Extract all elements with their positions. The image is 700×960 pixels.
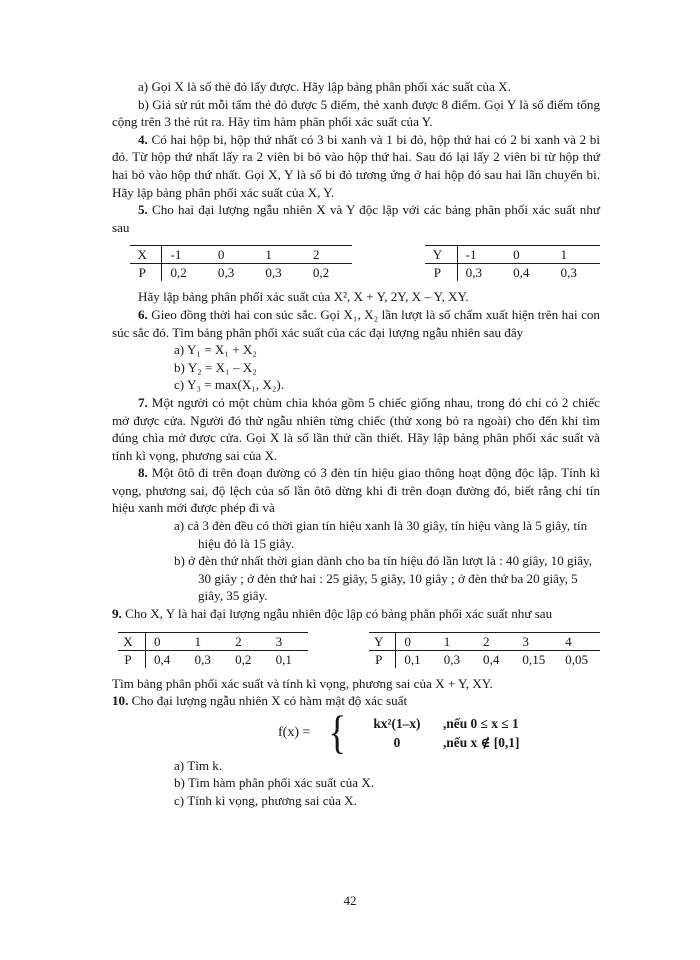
q5-y-label: Y bbox=[425, 246, 457, 264]
q9-y-prob-1: 0,3 bbox=[443, 651, 461, 667]
q5-y-prob-label: P bbox=[425, 264, 457, 282]
q7-number: 7. bbox=[138, 394, 148, 410]
q6-paragraph bbox=[112, 306, 600, 341]
q9-table-x bbox=[118, 632, 308, 668]
q5-x-prob-2: 0,3 bbox=[265, 265, 282, 281]
formula-cases bbox=[351, 714, 520, 752]
q9-x-value-1: 1 bbox=[187, 632, 228, 650]
q9-y-prob-0: 0,1 bbox=[404, 651, 421, 667]
q5-x-value-2: 1 bbox=[257, 246, 304, 264]
q8-paragraph bbox=[112, 464, 600, 517]
q10-item-a: a) Tìm k. bbox=[174, 757, 223, 773]
q5-y-prob-0: 0,3 bbox=[465, 265, 483, 281]
q7-text: Một người có một chùm chìa khóa gồm 5 chiếc giống nhau, trong đó chỉ có 2 chiếc mở được cửa. Người đó thử ngẫu nhiên từng chiếc (thử xong bỏ ra ngoài) cho đến khi tìm đúng chìa mở được cửa. Gọi X là số lần thử cần thiết. Hãy lập bảng phân phối xác suất và tính kì vọng, phương sai của X. bbox=[112, 394, 600, 463]
q5-tables bbox=[112, 245, 600, 281]
q9-followup: Tìm bảng phân phối xác suất và tính kì vọng, phương sai của X + Y, XY. bbox=[112, 675, 493, 691]
q9-y-prob-3: 0,15 bbox=[522, 651, 546, 667]
q9-x-label: X bbox=[118, 632, 145, 650]
case-2-expression: 0 bbox=[393, 734, 401, 750]
formula-case-2 bbox=[351, 733, 520, 752]
q10-item-c: c) Tính kì vọng, phương sai của X. bbox=[174, 793, 357, 808]
formula-case-1 bbox=[351, 714, 520, 733]
q9-x-prob-0: 0,4 bbox=[153, 651, 171, 667]
q8-number: 8. bbox=[138, 465, 148, 481]
q5-x-value-3: 2 bbox=[305, 246, 352, 264]
q6-number: 6. bbox=[138, 306, 148, 322]
q3-item-a: a) Gọi X là số thẻ đỏ lấy được. Hãy lập bảng phân phối xác suất của X. bbox=[138, 79, 511, 94]
q5-table-x bbox=[130, 245, 352, 281]
q10-number: 10. bbox=[112, 693, 129, 709]
q9-x-value-2: 2 bbox=[227, 632, 268, 650]
q4-number: 4. bbox=[138, 131, 148, 147]
q8-item-a-cont: hiệu đỏ là 15 giây. bbox=[198, 535, 295, 551]
q9-x-prob-1: 0,3 bbox=[194, 651, 211, 667]
case-1-expression: kx²(1–x) bbox=[373, 715, 421, 731]
table-row bbox=[118, 650, 308, 668]
spacer bbox=[112, 281, 600, 288]
q5-y-value-1: 0 bbox=[505, 246, 552, 264]
q4-text: Có hai hộp bi, hộp thứ nhất có 3 bi xanh và 1 bi đỏ, hộp thứ hai có 2 bi xanh và 2 bi đỏ. Từ hộp thứ nhất lấy ra 2 viên bi bỏ vào hộp thứ hai. Sau đó lại lấy 2 viên bi từ hộp thứ hai bỏ vào hộp thứ nhất. Gọi X, Y là số bi đỏ tương ứng ở hai hộp đó sau hai lần chuyển bi. Hãy lập bảng phân phối xác suất của X, Y. bbox=[112, 131, 600, 200]
page-number: 42 bbox=[343, 893, 357, 908]
q8-item-b-cont2: giây, 35 giây. bbox=[198, 588, 268, 604]
q9-y-value-0: 0 bbox=[396, 632, 436, 650]
q8-item-b-lead: b) ở đèn thứ nhất thời gian dành cho ba tín hiệu đó lần lượt là : 40 giây, 10 giây, bbox=[174, 553, 592, 569]
q5-x-prob-1: 0,3 bbox=[217, 265, 235, 281]
q10-paragraph bbox=[112, 692, 600, 710]
q5-y-value-0: -1 bbox=[457, 246, 505, 264]
q9-text: Cho X, Y là hai đại lượng ngẫu nhiên độc lập có bảng phân phối xác suất như sau bbox=[125, 606, 553, 622]
q6-item-c: c) Y₃ = max(X₁, X₂). bbox=[174, 377, 285, 393]
q8-item-a-lead: a) cả 3 đèn đều có thời gian tín hiệu xanh là 30 giây, tín hiệu vàng là 5 giây, tín bbox=[174, 518, 588, 534]
formula-lhs: f(x) = bbox=[278, 724, 311, 740]
q5-x-value-0: -1 bbox=[162, 246, 210, 264]
q9-number: 9. bbox=[112, 606, 122, 622]
q9-y-prob-2: 0,4 bbox=[483, 651, 500, 667]
q5-x-prob-3: 0,2 bbox=[312, 265, 330, 281]
q9-x-value-0: 0 bbox=[145, 632, 186, 650]
q5-text: Cho hai đại lượng ngẫu nhiên X và Y độc lập với các bảng phân phối xác suất như sau bbox=[112, 202, 600, 235]
q7-paragraph bbox=[112, 394, 600, 464]
q5-x-label: X bbox=[130, 246, 162, 264]
q5-followup: Hãy lập bảng phân phối xác suất của X², X + Y, 2Y, X – Y, XY. bbox=[138, 289, 469, 305]
q6-item-b: b) Y₂ = X₁ – X₂ bbox=[174, 359, 257, 375]
q9-x-value-3: 3 bbox=[268, 632, 309, 650]
q9-y-prob-4: 0,05 bbox=[565, 651, 589, 667]
q9-y-value-3: 3 bbox=[514, 632, 557, 650]
table-row bbox=[369, 650, 600, 668]
q10-text: Cho đại lượng ngẫu nhiên X có hàm mật độ xác suất bbox=[131, 693, 408, 709]
q5-table-y bbox=[425, 245, 600, 281]
table-row bbox=[425, 264, 600, 282]
left-brace-icon: { bbox=[328, 706, 347, 759]
case-2-condition: ,nếu x ∉ [0,1] bbox=[442, 734, 520, 750]
q5-number: 5. bbox=[138, 202, 148, 218]
q9-x-prob-label: P bbox=[118, 650, 145, 668]
table-row bbox=[130, 246, 352, 264]
table-row bbox=[425, 246, 600, 264]
spacer bbox=[112, 668, 600, 675]
q10-density-formula bbox=[112, 706, 600, 759]
q9-y-value-4: 4 bbox=[557, 632, 600, 650]
q9-y-label: Y bbox=[369, 632, 396, 650]
tables-spacer bbox=[352, 245, 425, 281]
q3-item-b: b) Giả sử rút mỗi tấm thẻ đỏ được 5 điểm, thẻ xanh được 8 điểm. Gọi Y là số điểm tổng cộng trên 3 thẻ rút ra. Hãy tìm hàm phân phối xác suất của Y. bbox=[112, 96, 600, 130]
q5-y-value-2: 1 bbox=[553, 246, 600, 264]
q9-table-y bbox=[369, 632, 600, 668]
case-1-condition: ,nếu 0 ≤ x ≤ 1 bbox=[442, 715, 519, 731]
q9-x-prob-2: 0,2 bbox=[235, 651, 252, 667]
q5-paragraph bbox=[112, 201, 600, 236]
table-row bbox=[130, 264, 352, 282]
q5-y-prob-2: 0,3 bbox=[560, 265, 577, 281]
q6-item-a: a) Y₁ = X₁ + X₂ bbox=[174, 342, 257, 358]
q9-tables bbox=[112, 632, 600, 668]
q4-paragraph bbox=[112, 131, 600, 201]
q9-x-prob-3: 0,1 bbox=[275, 651, 292, 667]
q10-item-b: b) Tìm hàm phân phối xác suất của X. bbox=[174, 775, 375, 791]
q9-y-value-2: 2 bbox=[475, 632, 514, 650]
q5-x-prob-0: 0,2 bbox=[170, 265, 187, 281]
table-row bbox=[118, 632, 308, 650]
q8-text: Một ôtô đi trên đoạn đường có 3 đèn tín hiệu giao thông hoạt động độc lập. Tính kì vọng, phương sai, độ lệch của số lần ôtô dừng khi đi trên đoạn đường đó, biết rằng chỉ tín hiệu xanh mới được phép đi và bbox=[112, 465, 601, 516]
q5-y-prob-1: 0,4 bbox=[513, 265, 530, 281]
q6-text: Gieo đồng thời hai con súc sắc. Gọi X₁, X₂ lần lượt là số chấm xuất hiện trên hai con súc sắc đó. Tìm bảng phân phối xác suất của các đại lượng ngẫu nhiên sau đây bbox=[112, 306, 600, 340]
q9-y-prob-label: P bbox=[369, 650, 396, 668]
tables-spacer bbox=[308, 632, 369, 668]
q5-x-prob-label: P bbox=[130, 264, 162, 282]
q9-y-value-1: 1 bbox=[436, 632, 475, 650]
q5-x-value-1: 0 bbox=[210, 246, 257, 264]
table-row bbox=[369, 632, 600, 650]
q8-item-b-cont: 30 giây ; ở đèn thứ hai : 25 giây, 5 giây, 10 giây ; ở đèn thứ ba 20 giây, 5 bbox=[198, 570, 578, 586]
q9-paragraph bbox=[112, 605, 600, 623]
